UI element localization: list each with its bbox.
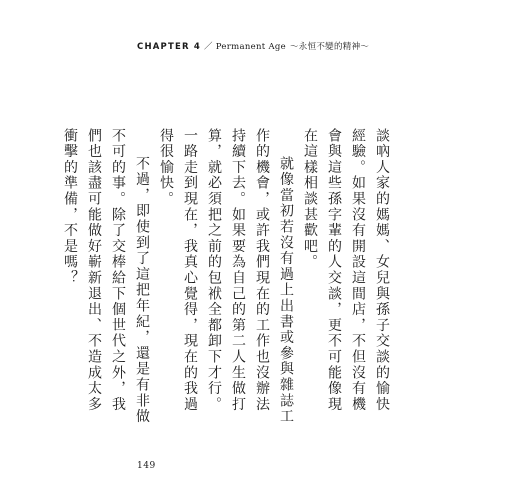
paragraph: 就像當初若沒有過上出書或參與雜誌工作的機會，或許我們現在的工作也沒辦法持續下去。如果要為自己的第二人生做打算，就必須把之前的包袱全都卸下才行。一路走到現在，我真心覺得，現在的我過得很愉快。 <box>158 128 294 425</box>
chapter-label: CHAPTER 4 <box>137 42 201 52</box>
chapter-title-jp: 〜永恒不變的精神〜 <box>289 42 370 52</box>
body-text <box>58 128 394 428</box>
page-number: 149 <box>137 461 156 471</box>
running-header <box>137 40 369 52</box>
header-separator: ／ <box>203 42 213 52</box>
paragraph: 不過，即使到了這把年紀，還是有非做不可的事。除了交棒給下個世代之外，我們也該盡可能做好嶄新退出、不造成太多衝擊的準備，不是嗎？ <box>62 128 150 425</box>
chapter-title-en: Permanent Age <box>215 42 286 52</box>
paragraph: 談吶人家的媽媽、女兒與孫子交談的愉快經驗。如果沒有開設這間店，不但沒有機會與這些孫字輩的人交談，更不可能像現在這樣相談甚歡吧。 <box>302 128 390 413</box>
